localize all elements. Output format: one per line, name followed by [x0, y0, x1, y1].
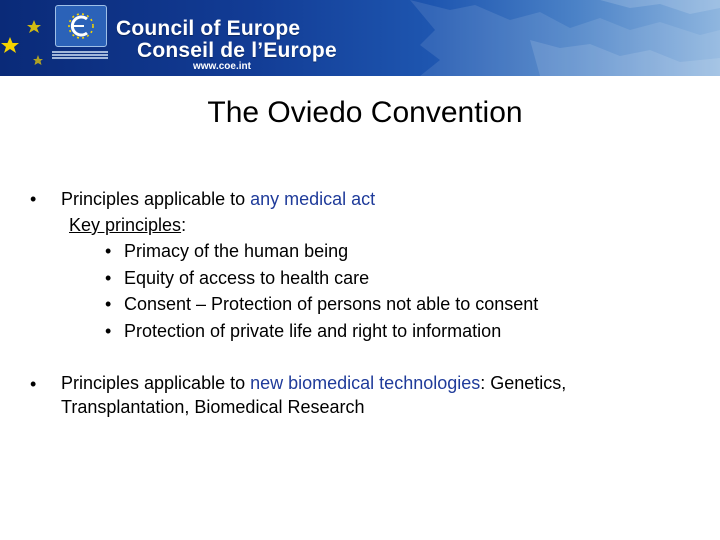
header-banner: [0, 0, 720, 76]
europe-map-graphic: [300, 0, 720, 76]
list-item: [105, 265, 538, 292]
key-principles-label: Key principles: [69, 215, 182, 235]
stars-decoration: [0, 0, 60, 76]
key-principles-colon: :: [181, 215, 187, 235]
slide-title: The Oviedo Convention: [207, 96, 523, 129]
bullet-marker: •: [30, 189, 37, 209]
list-item: [105, 291, 538, 318]
highlight-new-biomedical-technologies: new biomedical technologies: [250, 373, 481, 393]
sub-bullet-marker: •: [105, 267, 112, 288]
bullet-prefix: Principles applicable to: [61, 189, 251, 209]
list-item: [105, 238, 538, 265]
org-name-french: Conseil de l’Europe: [137, 39, 337, 62]
key-principles-heading: [69, 212, 186, 238]
bullet-medical-act: [61, 186, 375, 212]
bullet-suffix: : Genetics, Transplantation, Biomedical Research: [61, 373, 567, 417]
list-item: [105, 318, 538, 345]
highlight-any-medical-act: any medical act: [250, 189, 376, 209]
principle-text: Equity of access to health care: [124, 267, 370, 288]
website-link[interactable]: www.coe.int: [193, 61, 251, 72]
logo-caption-lines: [52, 50, 108, 60]
council-of-europe-logo-icon: [55, 5, 107, 47]
sub-bullet-marker: •: [105, 294, 112, 314]
sub-bullet-marker: •: [105, 241, 112, 261]
key-principles-list: [105, 238, 538, 344]
bullet-marker: •: [30, 374, 37, 394]
principle-text: Primacy of the human being: [124, 241, 349, 261]
bullet-prefix: Principles applicable to: [61, 373, 251, 393]
principle-text: Protection of private life and right to information: [124, 320, 502, 341]
principle-text: Consent – Protection of persons not able to consent: [124, 294, 539, 314]
org-name-english: Council of Europe: [116, 17, 301, 40]
bullet-biomedical-technologies: [61, 371, 681, 419]
sub-bullet-marker: •: [105, 320, 112, 341]
